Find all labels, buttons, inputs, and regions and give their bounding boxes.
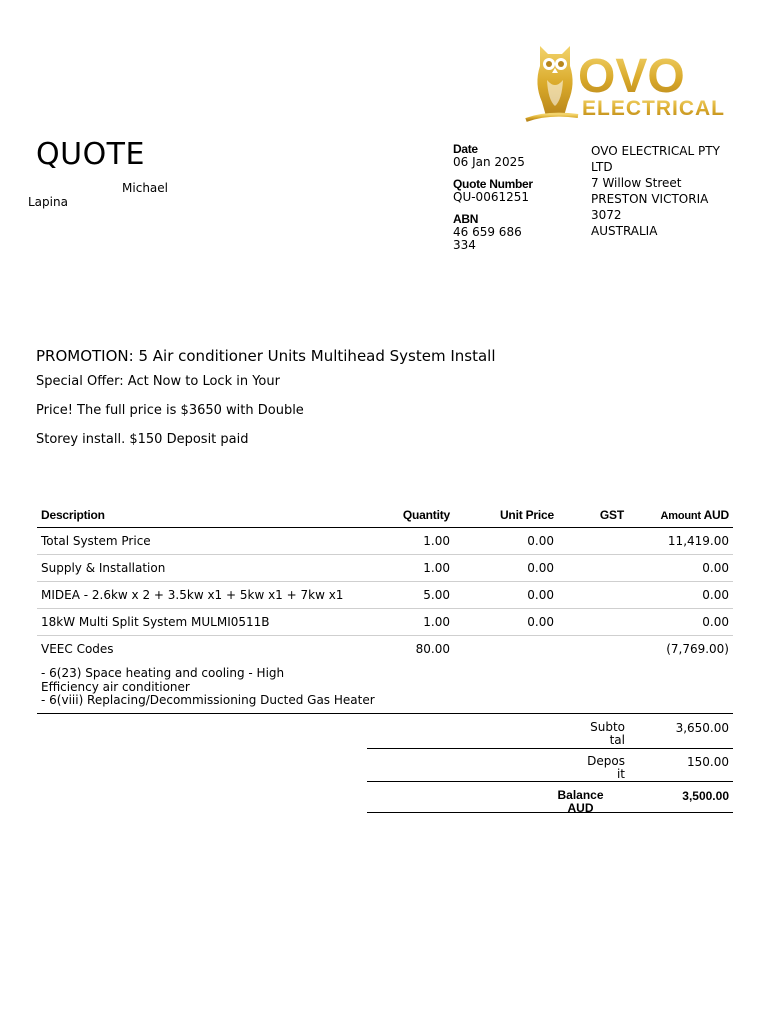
promotion-line: Price! The full price is $3650 with Double [36,403,304,418]
table-bottom-rule [37,713,733,714]
row-quantity: 1.00 [370,609,454,636]
quote-number-label: Quote Number [453,177,533,191]
svg-text:OVO: OVO [578,50,685,103]
table-row [37,636,733,663]
deposit-label: Depos it [587,754,625,781]
row-unit-price: 0.00 [454,555,558,582]
subtotal-value: 3,650.00 [675,721,729,735]
promotion-line: Storey install. $150 Deposit paid [36,432,249,447]
table-row [37,555,733,582]
veec-note: - 6(viii) Replacing/Decommissioning Ducted Gas Heater [41,693,375,707]
row-amount: 0.00 [628,555,733,582]
row-gst [558,609,628,636]
balance-rule [367,812,733,813]
header-gst: GST [558,502,628,528]
table-row [37,528,733,555]
address-line: OVO ELECTRICAL PTY LTD [591,144,720,174]
subtotal-rule [367,748,733,749]
row-gst [558,582,628,609]
row-unit-price: 0.00 [454,609,558,636]
header-amount-label: Amount [660,509,701,522]
row-unit-price: 0.00 [454,528,558,555]
row-quantity: 1.00 [370,555,454,582]
promotion-title: PROMOTION: 5 Air conditioner Units Multihead System Install [36,347,496,365]
balance-currency: AUD [567,801,594,815]
owl-logo-icon [518,40,734,124]
row-unit-price [454,636,558,663]
row-description: 18kW Multi Split System MULMI0511B [37,609,370,636]
header-amount [628,502,733,528]
line-items-table [37,502,733,662]
row-amount: 0.00 [628,609,733,636]
balance-label-text: Balance [557,788,604,802]
address-line: PRESTON VICTORIA 3072 [591,192,709,222]
deposit-value: 150.00 [687,755,729,769]
abn-value: 46 659 686 334 [453,225,522,252]
row-quantity: 80.00 [415,642,450,656]
subtotal-label: Subto tal [590,720,625,747]
company-address [591,143,731,239]
row-description: MIDEA - 2.6kw x 2 + 3.5kw x1 + 5kw x1 + 7kw x1 [37,582,370,609]
header-currency: AUD [703,507,729,522]
row-unit-price: 0.00 [454,582,558,609]
date-value: 06 Jan 2025 [453,155,525,169]
document-title: QUOTE [36,137,145,172]
row-amount: (7,769.00) [666,642,729,656]
customer-first-name: Michael [122,181,168,195]
abn-label: ABN [453,212,479,226]
address-line: AUSTRALIA [591,224,658,238]
quote-meta [453,143,543,261]
table-row [37,609,733,636]
balance-value: 3,500.00 [682,789,729,803]
header-quantity: Quantity [370,502,454,528]
svg-text:ELECTRICAL: ELECTRICAL [582,97,725,120]
header-unit-price: Unit Price [454,502,558,528]
customer-name [28,181,168,209]
deposit-rule [367,781,733,782]
date-label: Date [453,142,478,156]
row-gst [558,555,628,582]
veec-notes [41,667,381,708]
promotion-text [36,371,336,458]
address-line: 7 Willow Street [591,176,682,190]
row-gst [558,636,628,663]
promotion-line: Special Offer: Act Now to Lock in Your [36,374,280,389]
quote-number-value: QU-0061251 [453,190,530,204]
table-header-row [37,502,733,528]
veec-note: - 6(23) Space heating and cooling - High Efficiency air conditioner [41,666,285,694]
row-description: VEEC Codes [41,642,114,656]
customer-last-name: Lapina [28,195,68,209]
row-description: Supply & Installation [37,555,370,582]
row-quantity: 1.00 [370,528,454,555]
row-amount: 11,419.00 [628,528,733,555]
row-amount: 0.00 [628,582,733,609]
row-gst [558,528,628,555]
header-description: Description [37,502,370,528]
company-logo [518,40,734,124]
row-quantity: 5.00 [370,582,454,609]
table-row [37,582,733,609]
row-description: Total System Price [37,528,370,555]
